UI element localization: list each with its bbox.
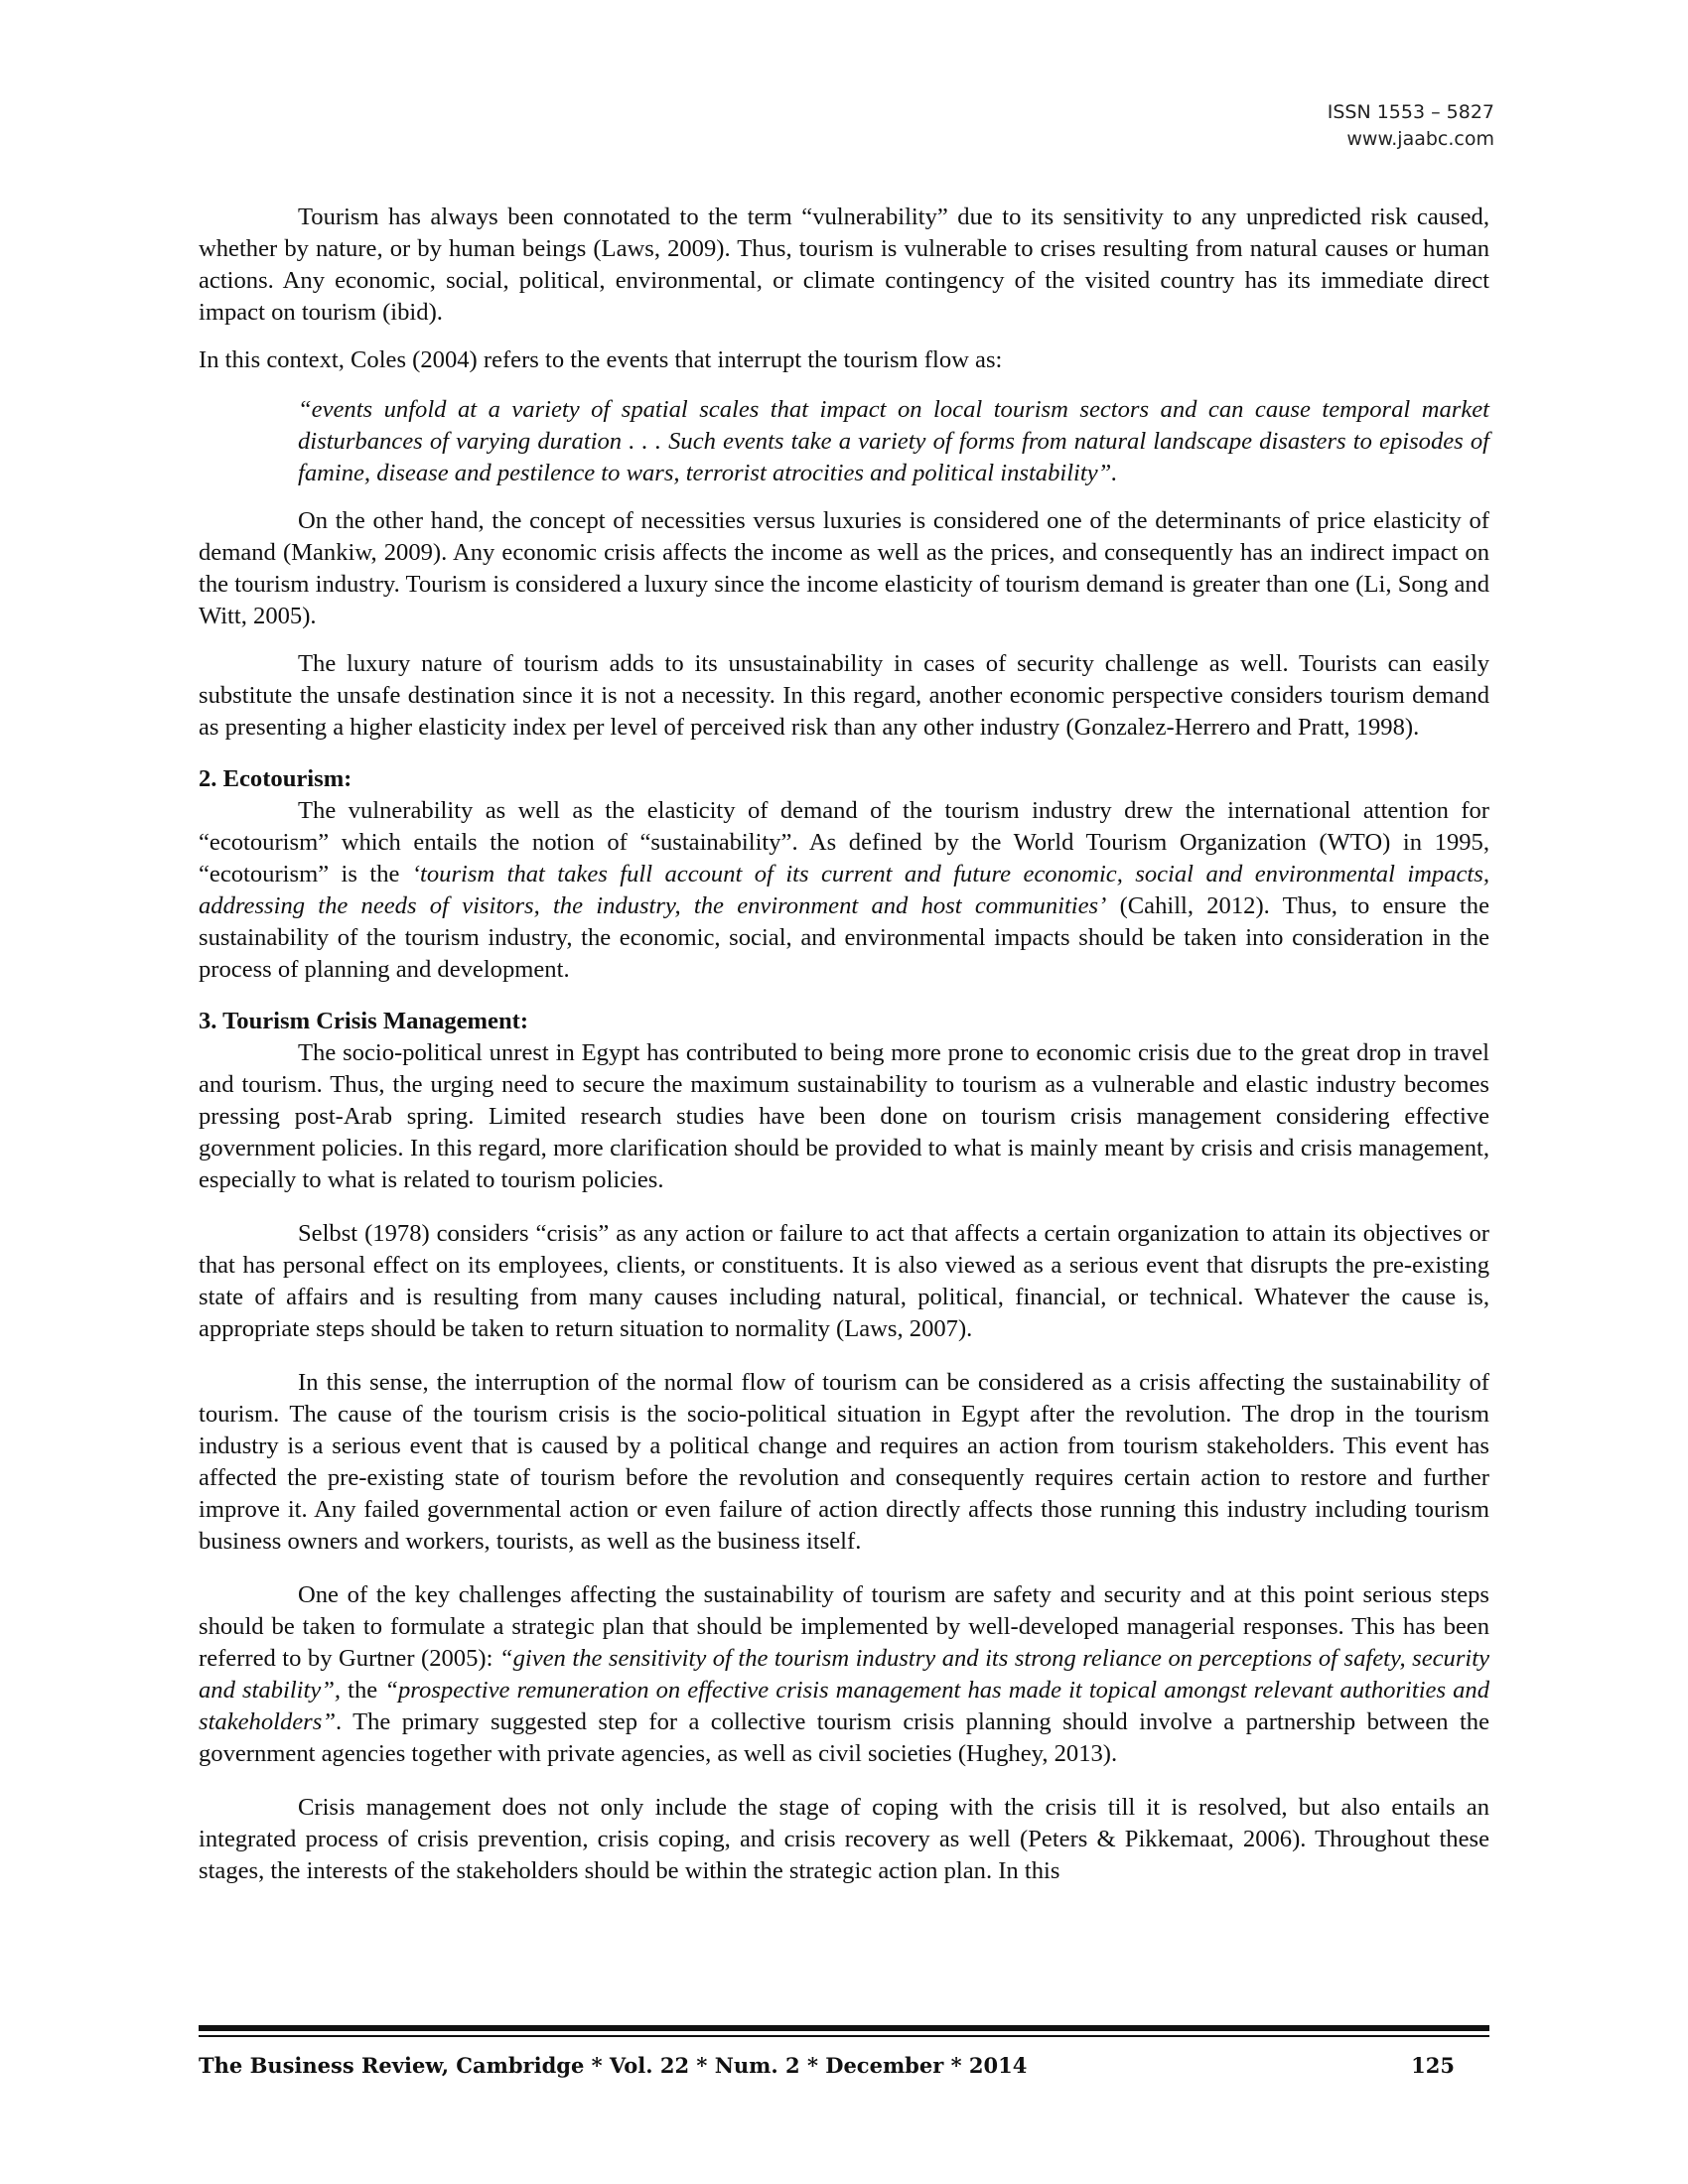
website-link[interactable]: www.jaabc.com [1346,128,1494,150]
journal-citation: The Business Review, Cambridge * Vol. 22 * Num. 2 * December * 2014 [199,2053,1028,2078]
key-challenges-text-end: . The primary suggested step for a collective tourism crisis planning should involve a partnership between the government agencies together with private agencies, as well as civil societies (Hughey, 2013). [199,1708,1489,1767]
paragraph-vulnerability: Tourism has always been connotated to the term “vulnerability” due to its sensitivity to any unpredicted risk caused, whether by nature, or by human beings (Laws, 2009). Thus, tourism is vulnerable to crises resulting from natural causes or human actions. Any economic, social, political, environmental, or climate contingency of the visited country has its immediate direct impact on tourism (ibid). [199,204,1489,326]
footer-divider-thick [199,2025,1489,2031]
page-number: 125 [1411,2053,1455,2078]
paragraph-ecotourism [199,795,1489,986]
paragraph-coles-intro: In this context, Coles (2004) refers to the events that interrupt the tourism flow as: [199,346,1003,373]
page-footer [199,2053,1479,2078]
paragraph-selbst-crisis: Selbst (1978) considers “crisis” as any action or failure to act that affects a certain organization to attain its objectives or that has personal effect on its employees, clients, or constituents. It is also viewed as a serious event that disrupts the pre-existing state of affairs and is resulting from many causes including natural, political, financial, or technical. Whatever the cause is, appropriate steps should be taken to return situation to normality (Laws, 2007). [199,1220,1489,1342]
paragraph-luxury-nature: The luxury nature of tourism adds to its unsustainability in cases of security challenge as well. Tourists can easily substitute the unsafe destination since it is not a necessity. In this regard, another economic perspective considers tourism demand as presenting a higher elasticity index per level of perceived risk than any other industry (Gonzalez-Herrero and Pratt, 1998). [199,650,1489,741]
paragraph-key-challenges [199,1579,1489,1770]
block-quote-coles: “events unfold at a variety of spatial scales that impact on local tourism sectors and can cause temporal market disturbances of varying duration . . . Such events take a variety of forms from natural landscape disasters to episodes of famine, disease and pestilence to wars, terrorist atrocities and political instability”. [298,396,1489,486]
page-header [1328,99,1494,153]
article-body [199,202,1489,1887]
paragraph-necessities: On the other hand, the concept of necessities versus luxuries is considered one of the determinants of price elasticity of demand (Mankiw, 2009). Any economic crisis affects the income as well as the prices, and consequently has an indirect impact on the tourism industry. Tourism is considered a luxury since the income elasticity of tourism demand is greater than one (Li, Song and Witt, 2005). [199,507,1489,629]
issn-label: ISSN 1553 – 5827 [1327,101,1494,123]
footer-divider-thin [199,2035,1489,2037]
ecotourism-text-end: (Cahill, 2012). Thus, to ensure the sustainability of the tourism industry, the economic, social, and environmental impacts should be taken into consideration in the process of planning and development. [199,892,1489,983]
gurtner-quote-1: “given the sensitivity of the tourism industry and its strong reliance on perceptions of safety, security and stability”, [199,1645,1490,1704]
paragraph-socio-political-unrest: The socio-political unrest in Egypt has contributed to being more prone to economic crisis due to the great drop in travel and tourism. Thus, the urging need to secure the maximum sustainability to tourism as a vulnerable and elastic industry becomes pressing post-Arab spring. Limited research studies have been done on tourism crisis management considering effective government policies. In this regard, more clarification should be provided to what is mainly meant by crisis and crisis management, especially to what is related to tourism policies. [199,1039,1489,1193]
ecotourism-text-start: The vulnerability as well as the elasticity of demand of the tourism industry drew the international attention for “ecotourism” which entails the notion of “sustainability”. As defined by the World Tourism Organization (WTO) in 1995, “ecotourism” is the [199,797,1489,887]
section-heading-crisis-management: 3. Tourism Crisis Management: [199,1008,529,1034]
section-heading-ecotourism: 2. Ecotourism: [199,765,352,792]
ecotourism-definition-quote: ‘tourism that takes full account of its current and future economic, social and environmental impacts, addressing the needs of visitors, the industry, the environment and host communities’ [199,861,1489,919]
paragraph-crisis-stages: Crisis management does not only include the stage of coping with the crisis till it is resolved, but also entails an integrated process of crisis prevention, crisis coping, and crisis recovery as well (Peters & Pikkemaat, 2006). Throughout these stages, the interests of the stakeholders should be within the strategic action plan. In this [199,1794,1489,1884]
paragraph-interruption: In this sense, the interruption of the normal flow of tourism can be considered as a crisis affecting the sustainability of tourism. The cause of the tourism crisis is the socio-political situation in Egypt after the revolution. The drop in the tourism industry is a serious event that is caused by a political change and requires an action from tourism stakeholders. This event has affected the pre-existing state of tourism before the revolution and consequently requires certain action to restore and further improve it. Any failed governmental action or even failure of action directly affects those running this industry including tourism business owners and workers, tourists, as well as the business itself. [199,1369,1489,1555]
gurtner-quote-2: “prospective remuneration on effective crisis management has made it topical amongst relevant authorities and stakeholders” [199,1677,1490,1735]
key-challenges-text-start: One of the key challenges affecting the sustainability of tourism are safety and security and at this point serious steps should be taken to formulate a strategic plan that should be implemented by well-developed managerial responses. This has been referred to by Gurtner (2005): [199,1581,1489,1672]
key-challenges-text-mid: the [341,1677,385,1704]
